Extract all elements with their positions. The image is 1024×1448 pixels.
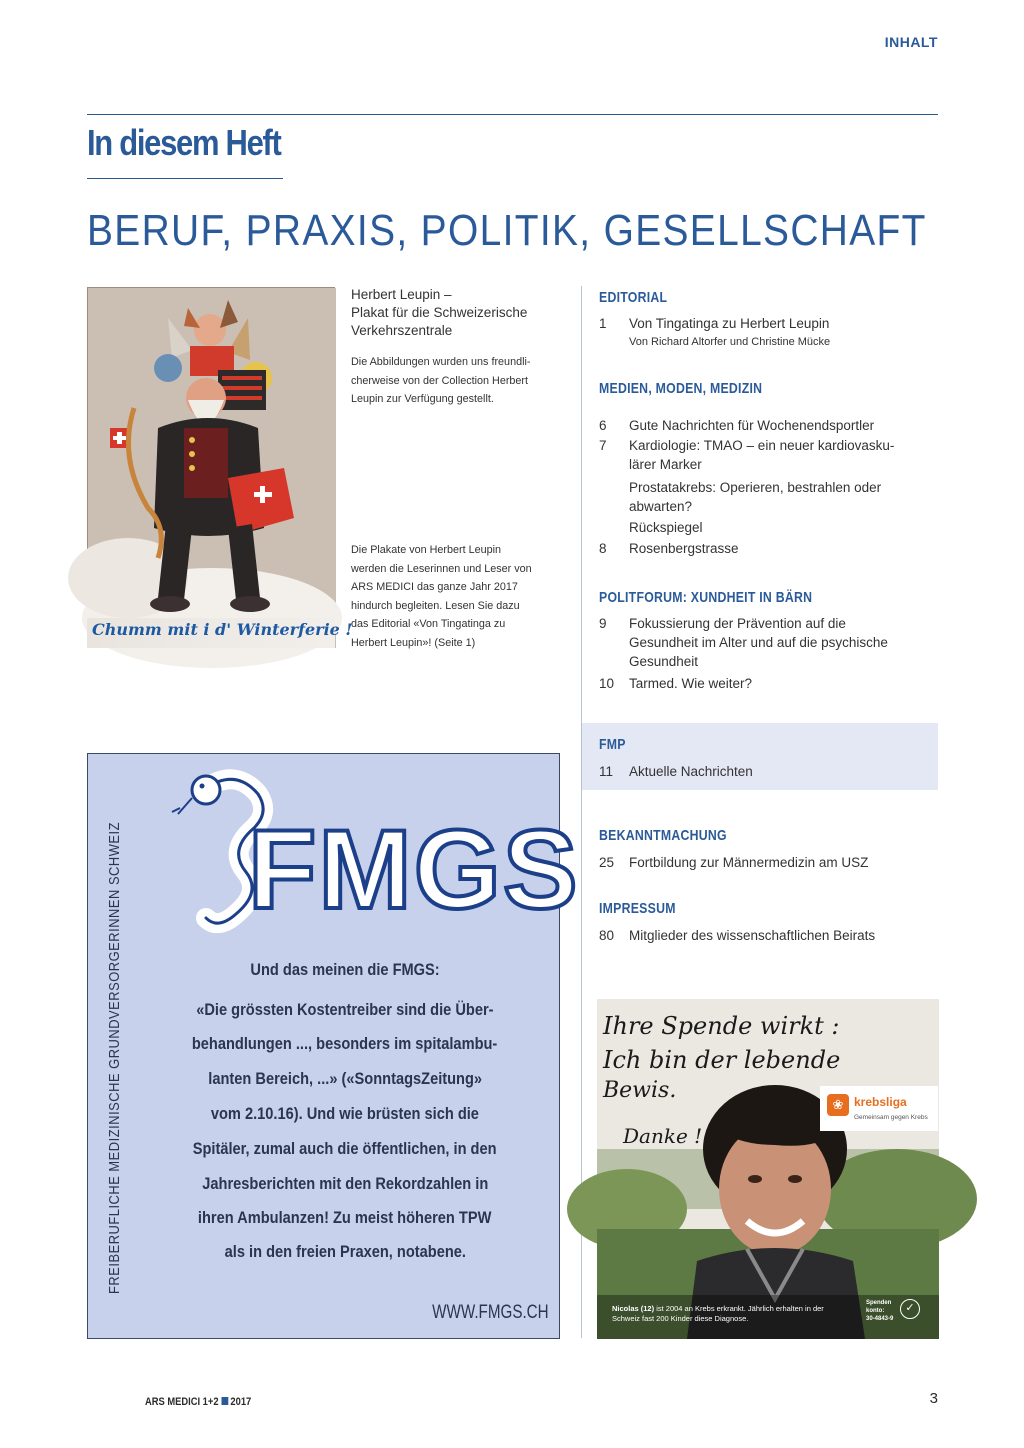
toc-category-medien: MEDIEN, MODEN, MEDIZIN — [599, 380, 763, 397]
toc-page-number: 25 — [599, 855, 615, 870]
footer-journal-name: ARS MEDICI 1+2 — [145, 1396, 219, 1408]
fmgs-logo-text: FMGS — [248, 807, 580, 932]
toc-category-fmp: FMP — [599, 736, 626, 753]
page-heading: In diesem Heft — [87, 122, 281, 163]
fmgs-url-link[interactable]: WWW.FMGS.CH — [432, 1302, 549, 1323]
poster-note-line: das Editorial «Von Tingatinga zu — [351, 618, 506, 631]
krebs-konto-line: konto: — [866, 1308, 885, 1314]
toc-category-bekanntmachung: BEKANNTMACHUNG — [599, 827, 727, 844]
toc-item-title: Mitglieder des wissenschaftlichen Beirats — [629, 928, 876, 943]
poster-credit-line: Die Abbildungen wurden uns freundli- — [351, 356, 531, 368]
poster-image — [87, 287, 353, 647]
poster-note-line: Die Plakate von Herbert Leupin — [351, 544, 502, 556]
toc-item[interactable] — [599, 416, 929, 435]
toc-item-title: Von Tingatinga zu Herbert Leupin — [629, 316, 830, 331]
toc-item-line: Gesundheit — [629, 654, 699, 669]
toc-item[interactable] — [599, 314, 929, 333]
toc-page-number: 11 — [599, 764, 614, 779]
poster-title-line: Verkehrszentrale — [351, 323, 453, 338]
krebs-headline-line: Bewis. — [603, 1078, 677, 1103]
toc-item-title: Rückspiegel — [629, 520, 703, 535]
toc-item-line: Prostatakrebs: Operieren, bestrahlen oder — [629, 480, 882, 495]
krebs-headline-line: Ihre Spende wirkt : — [603, 1012, 840, 1040]
poster-credit — [351, 353, 561, 409]
footer-year: 2017 — [230, 1396, 252, 1408]
toc-byline: Von Richard Altorfer und Christine Mücke — [629, 336, 831, 348]
toc-item-title: Gute Nachrichten für Wochenendsportler — [629, 418, 875, 433]
toc-page-number: 80 — [599, 928, 615, 943]
section-label: INHALT — [884, 34, 938, 50]
krebs-headline-line: Danke ! — [623, 1124, 703, 1148]
toc-item-line: Gesundheit im Alter und auf die psychische — [629, 635, 888, 650]
toc-page-number: 1 — [599, 316, 607, 331]
zewo-seal-icon: ✓ — [900, 1299, 920, 1319]
fmgs-text-line: ihren Ambulanzen! Zu meist höheren TPW — [198, 1208, 492, 1227]
toc-page-number: 7 — [599, 438, 607, 453]
toc-item[interactable] — [599, 518, 929, 537]
toc-page-number: 9 — [599, 616, 607, 631]
fmgs-text-line: lanten Bereich, ...» («SonntagsZeitung» — [208, 1069, 482, 1088]
krebsliga-tagline: Gemeinsam gegen Krebs — [854, 1114, 928, 1121]
toc-item-title: Tarmed. Wie weiter? — [629, 676, 753, 691]
fmgs-text-line: vom 2.10.16). Und wie brüsten sich die — [210, 1104, 480, 1123]
poster-note-line: werden die Leserinnen und Leser von — [351, 562, 532, 575]
krebs-headline-line: Ich bin der lebende — [603, 1046, 841, 1074]
poster-note-line: hindurch begleiten. Lesen Sie dazu — [351, 599, 520, 612]
section-title: BERUF, PRAXIS, POLITIK, GESELLSCHAFT — [87, 206, 927, 255]
heading-rule — [87, 178, 283, 179]
poster-credit-line: Leupin zur Verfügung gestellt. — [351, 393, 494, 406]
top-rule — [87, 114, 938, 115]
footer-square-icon — [221, 1397, 228, 1405]
toc-item[interactable] — [599, 926, 929, 945]
poster-title-line: Herbert Leupin – — [351, 287, 452, 302]
poster-title — [351, 286, 561, 340]
toc-item-line: abwarten? — [629, 499, 693, 514]
toc-item-title — [629, 436, 929, 474]
poster-title-line: Plakat für die Schweizerische — [351, 305, 528, 320]
fmgs-logo — [166, 768, 580, 938]
toc-item[interactable] — [599, 478, 929, 516]
toc-page-number: 8 — [599, 541, 607, 556]
toc-item-title: Rosenbergstrasse — [629, 541, 739, 556]
poster-illustration-icon — [88, 288, 353, 648]
toc-item-line: Kardiologie: TMAO – ein neuer kardiovasku- — [629, 438, 895, 453]
toc-item[interactable] — [599, 674, 929, 693]
krebsliga-brand-name: krebsliga — [854, 1095, 907, 1109]
toc-item-title: Aktuelle Nachrichten — [629, 764, 753, 779]
toc-page-number: 10 — [599, 676, 615, 691]
page-number: 3 — [929, 1390, 938, 1407]
fmgs-advertisement — [87, 753, 580, 1339]
footer-journal — [145, 1396, 251, 1408]
krebs-caption-text: ist 2004 an Krebs erkrankt. Jährlich erhalten in der Schweiz fast 200 Kinder diese Diagnose. — [612, 1304, 824, 1323]
krebs-caption-name: Nicolas (12) — [612, 1304, 655, 1313]
krebs-caption — [612, 1304, 852, 1324]
krebs-konto-line: 30-4843-9 — [866, 1316, 894, 1322]
toc-item-line: lärer Marker — [629, 457, 702, 472]
toc-category-politforum: POLITFORUM: XUNDHEIT IN BÄRN — [599, 589, 813, 606]
fmgs-text-line: behandlungen ..., besonders im spitalambu- — [192, 1034, 498, 1053]
fmgs-text-line: «Die grössten Kostentreiber sind die Über- — [196, 1000, 494, 1019]
fmgs-text-line: Und das meinen die FMGS: — [250, 960, 440, 979]
krebs-konto-line: Spenden — [866, 1300, 892, 1306]
column-divider — [581, 286, 582, 1338]
toc-item[interactable] — [599, 853, 929, 872]
poster-caption: Chumm mit i d' Winterferie ! — [92, 620, 353, 639]
toc-item[interactable] — [599, 539, 929, 558]
poster-note-line: ARS MEDICI das ganze Jahr 2017 — [351, 581, 518, 594]
krebsliga-logo-icon: ❀ — [827, 1094, 849, 1116]
toc-item-title — [629, 614, 929, 671]
poster-credit-line: cherweise von der Collection Herbert — [351, 374, 529, 387]
fmgs-text-line: Spitäler, zumal auch die öffentlichen, in den — [193, 1139, 497, 1158]
toc-page-number: 6 — [599, 418, 607, 433]
toc-item[interactable] — [599, 436, 929, 474]
toc-item[interactable] — [599, 614, 929, 671]
toc-item-title — [629, 478, 929, 516]
toc-item-line: Fokussierung der Prävention auf die — [629, 616, 846, 631]
toc-item[interactable] — [599, 762, 929, 781]
fmgs-vertical-text: FREIBERUFLICHE MEDIZINISCHE GRUNDVERSORGERINNEN SCHWEIZ — [106, 821, 123, 1294]
fmgs-text-line: als in den freien Praxen, notabene. — [224, 1242, 466, 1261]
toc-category-editorial: EDITORIAL — [599, 289, 668, 306]
poster-note — [351, 541, 561, 653]
toc-item-title: Fortbildung zur Männermedizin am USZ — [629, 855, 869, 870]
toc-category-impressum: IMPRESSUM — [599, 900, 676, 917]
fmgs-text-line: Jahresberichten mit den Rekordzahlen in — [202, 1174, 488, 1193]
poster-note-line: Herbert Leupin»! (Seite 1) — [351, 636, 476, 649]
